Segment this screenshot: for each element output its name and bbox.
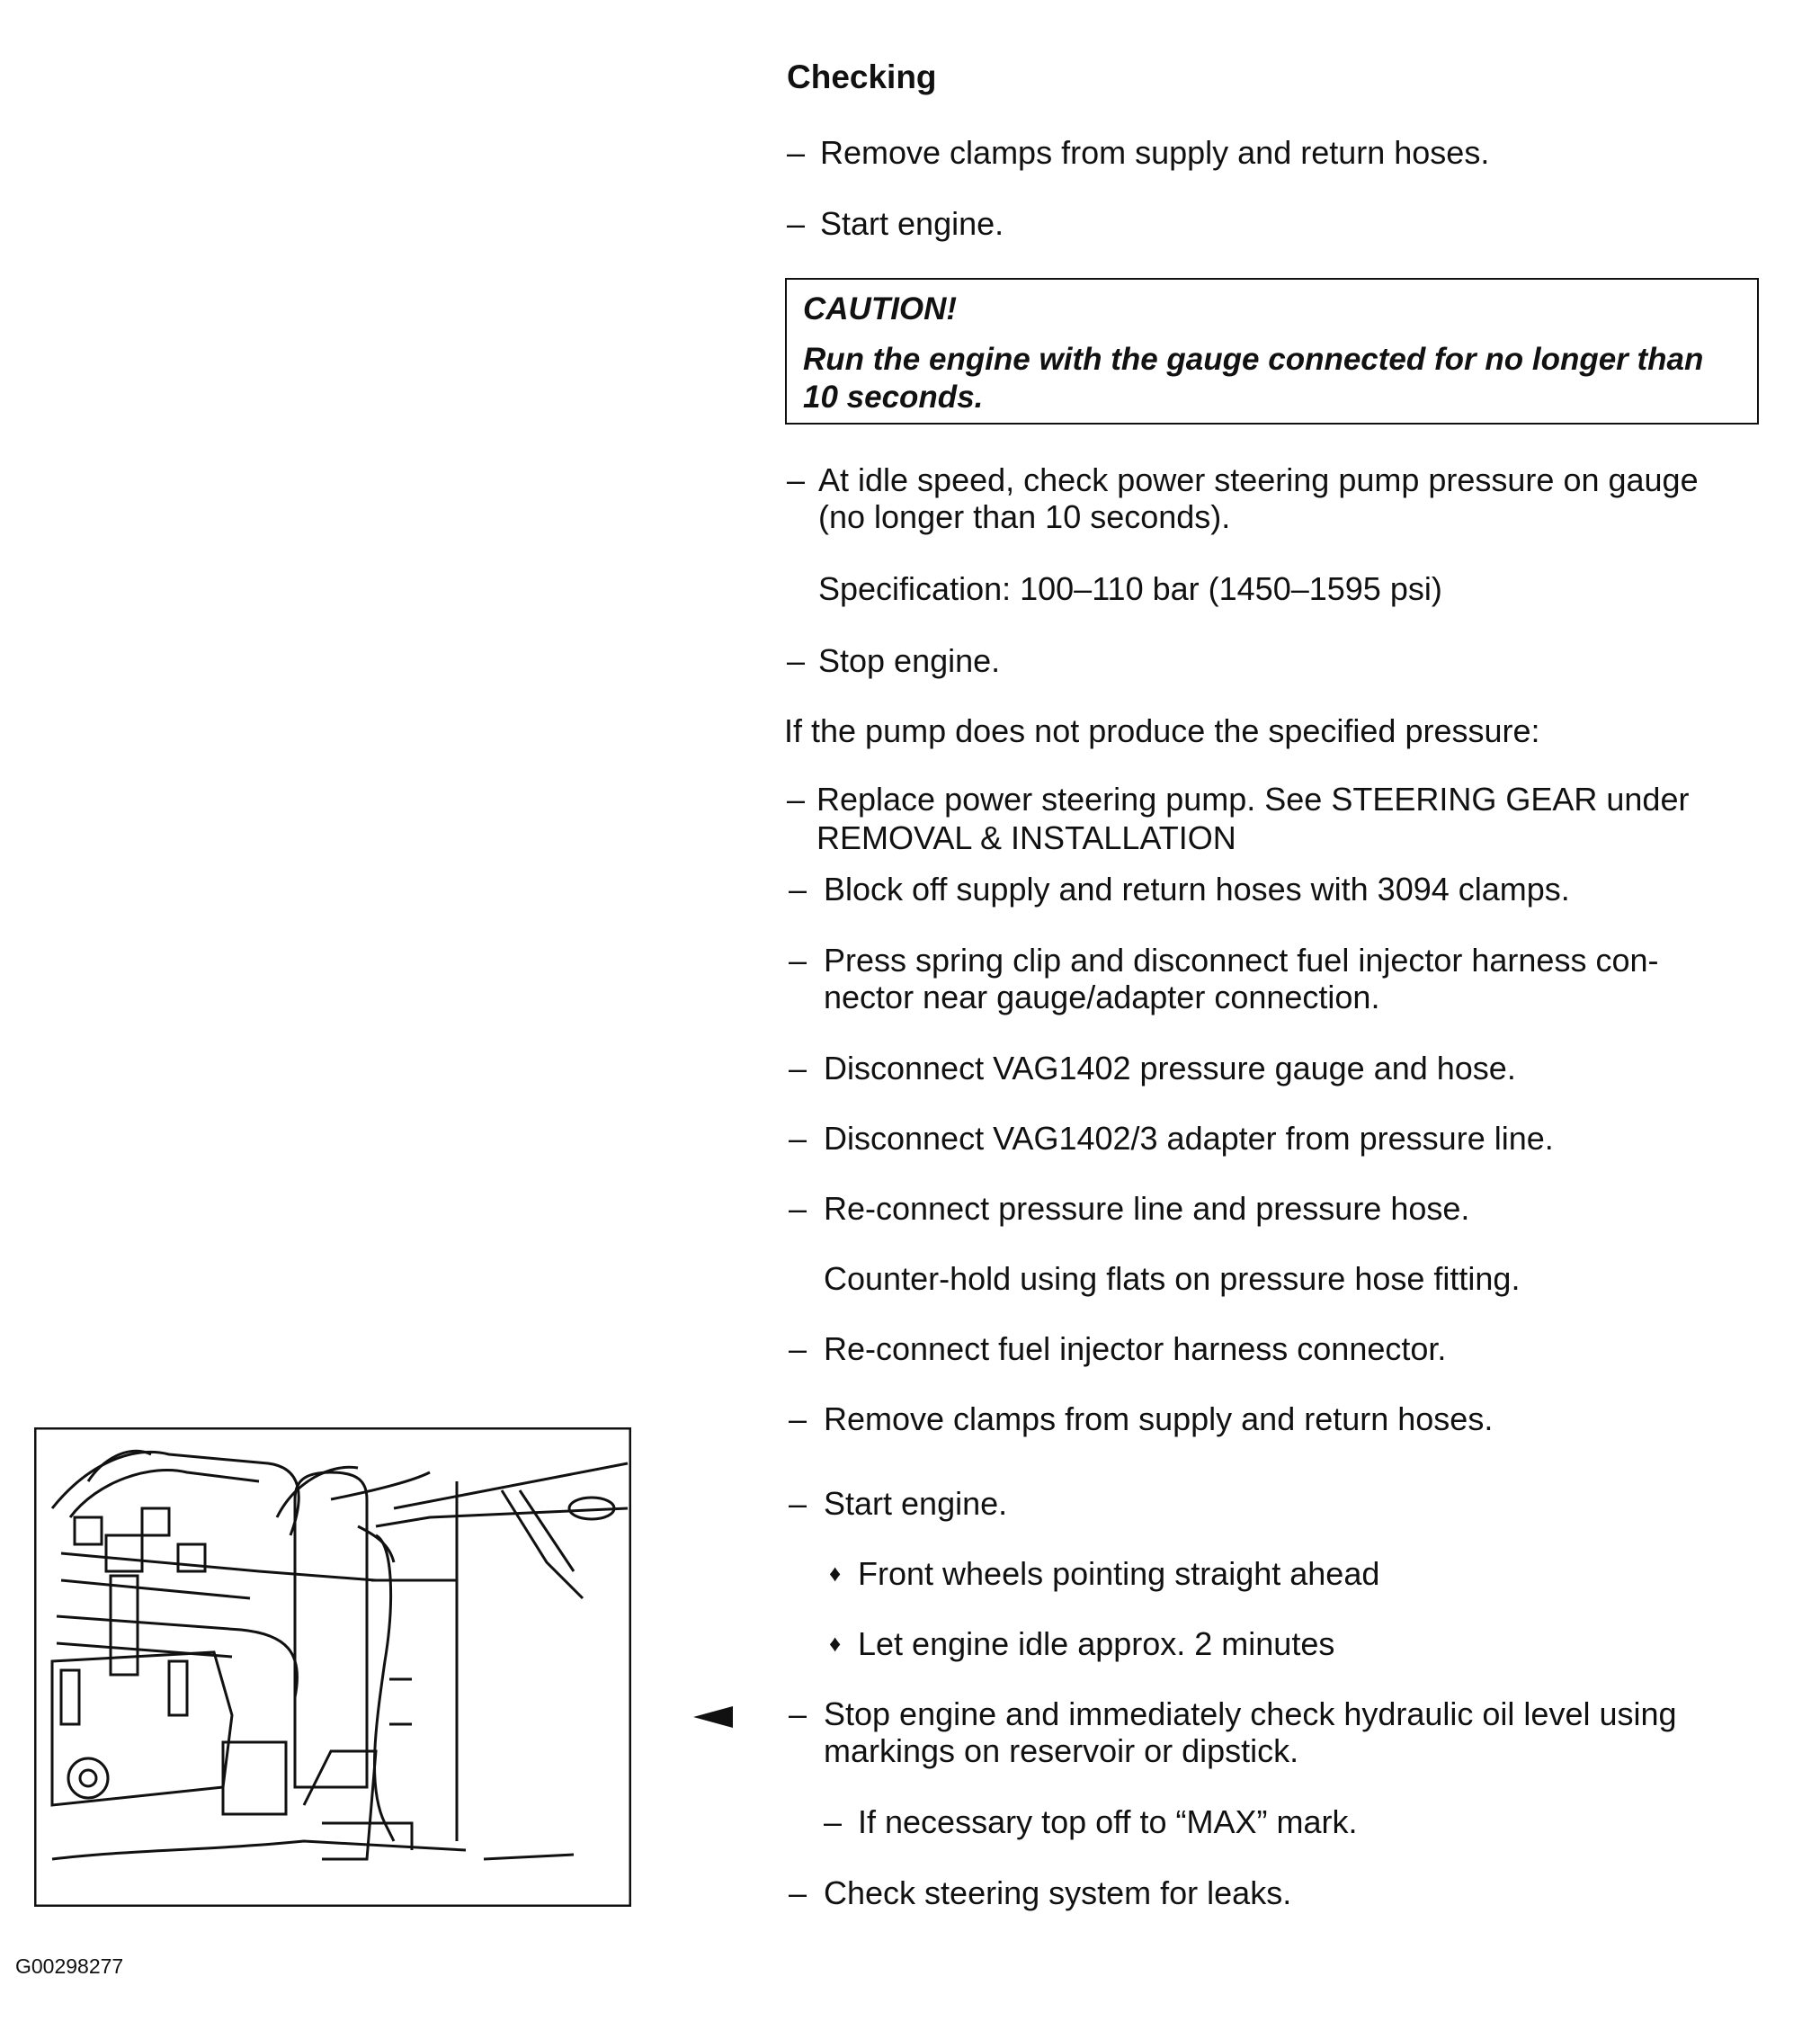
dash-marker: – bbox=[789, 1695, 807, 1732]
dash-marker: – bbox=[787, 205, 806, 242]
step-press-line1: Press spring clip and disconnect fuel injector harness con- bbox=[824, 942, 1659, 979]
step-idle-line1: At idle speed, check power steering pump pressure on gauge bbox=[818, 461, 1699, 498]
diamond-bullet: ♦ bbox=[829, 1630, 842, 1657]
caution-text-line2: 10 seconds. bbox=[803, 380, 984, 415]
dash-marker: – bbox=[789, 871, 807, 908]
step-start-engine: Start engine. bbox=[820, 205, 1004, 242]
step-block-hoses: Block off supply and return hoses with 3094 clamps. bbox=[824, 871, 1570, 908]
dash-marker: – bbox=[789, 1050, 807, 1087]
step-topoff: If necessary top off to “MAX” mark. bbox=[858, 1803, 1358, 1840]
dash-marker: – bbox=[789, 1874, 807, 1911]
step-disconnect-gauge: Disconnect VAG1402 pressure gauge and hose. bbox=[824, 1050, 1516, 1087]
step-check-leaks: Check steering system for leaks. bbox=[824, 1874, 1292, 1911]
step-stop-engine: Stop engine. bbox=[818, 642, 1001, 679]
section-heading: Checking bbox=[787, 58, 937, 95]
caution-title: CAUTION! bbox=[803, 291, 958, 326]
dash-marker: – bbox=[824, 1803, 843, 1840]
dash-marker: – bbox=[787, 642, 806, 679]
dash-marker: – bbox=[789, 1330, 807, 1367]
dash-marker: – bbox=[789, 1190, 807, 1227]
step-reconnect-line: Re-connect pressure line and pressure hose. bbox=[824, 1190, 1470, 1227]
step-press-line2: nector near gauge/adapter connection. bbox=[824, 979, 1380, 1015]
step-stop-check-line2: markings on reservoir or dipstick. bbox=[824, 1732, 1299, 1769]
diamond-bullet: ♦ bbox=[829, 1560, 842, 1587]
counterhold-note: Counter-hold using flats on pressure hose fitting. bbox=[824, 1260, 1521, 1297]
step-stop-check-line1: Stop engine and immediately check hydraulic oil level using bbox=[824, 1695, 1677, 1732]
bullet-front-wheels: Front wheels pointing straight ahead bbox=[858, 1555, 1380, 1592]
dash-marker: – bbox=[789, 1120, 807, 1157]
step-remove-clamps: Remove clamps from supply and return hoses. bbox=[820, 134, 1490, 171]
dash-marker: – bbox=[787, 461, 806, 498]
engine-drawing bbox=[34, 1427, 631, 1907]
pointer-arrow-icon bbox=[693, 1706, 733, 1728]
engine-illustration bbox=[34, 1427, 631, 1907]
caution-box bbox=[785, 278, 1759, 425]
step-disconnect-adapter: Disconnect VAG1402/3 adapter from pressure line. bbox=[824, 1120, 1554, 1157]
dash-marker: – bbox=[789, 1400, 807, 1437]
dash-marker: – bbox=[787, 781, 806, 818]
specification: Specification: 100–110 bar (1450–1595 psi) bbox=[818, 570, 1442, 607]
dash-marker: – bbox=[789, 942, 807, 979]
step-idle-line2: (no longer than 10 seconds). bbox=[818, 498, 1231, 535]
dash-marker: – bbox=[789, 1485, 807, 1522]
bullet-let-idle: Let engine idle approx. 2 minutes bbox=[858, 1625, 1335, 1662]
step-replace-line1: Replace power steering pump. See STEERING GEAR under bbox=[816, 781, 1690, 818]
step-start-engine-2: Start engine. bbox=[824, 1485, 1008, 1522]
step-reconnect-harness: Re-connect fuel injector harness connector. bbox=[824, 1330, 1447, 1367]
caution-text-line1: Run the engine with the gauge connected for no longer than bbox=[803, 342, 1704, 377]
dash-marker: – bbox=[787, 134, 806, 171]
step-remove-clamps-2: Remove clamps from supply and return hoses. bbox=[824, 1400, 1494, 1437]
step-replace-line2: REMOVAL & INSTALLATION bbox=[816, 819, 1236, 856]
figure-id: G00298277 bbox=[15, 1954, 124, 1978]
if-pump-text: If the pump does not produce the specified pressure: bbox=[784, 712, 1540, 749]
